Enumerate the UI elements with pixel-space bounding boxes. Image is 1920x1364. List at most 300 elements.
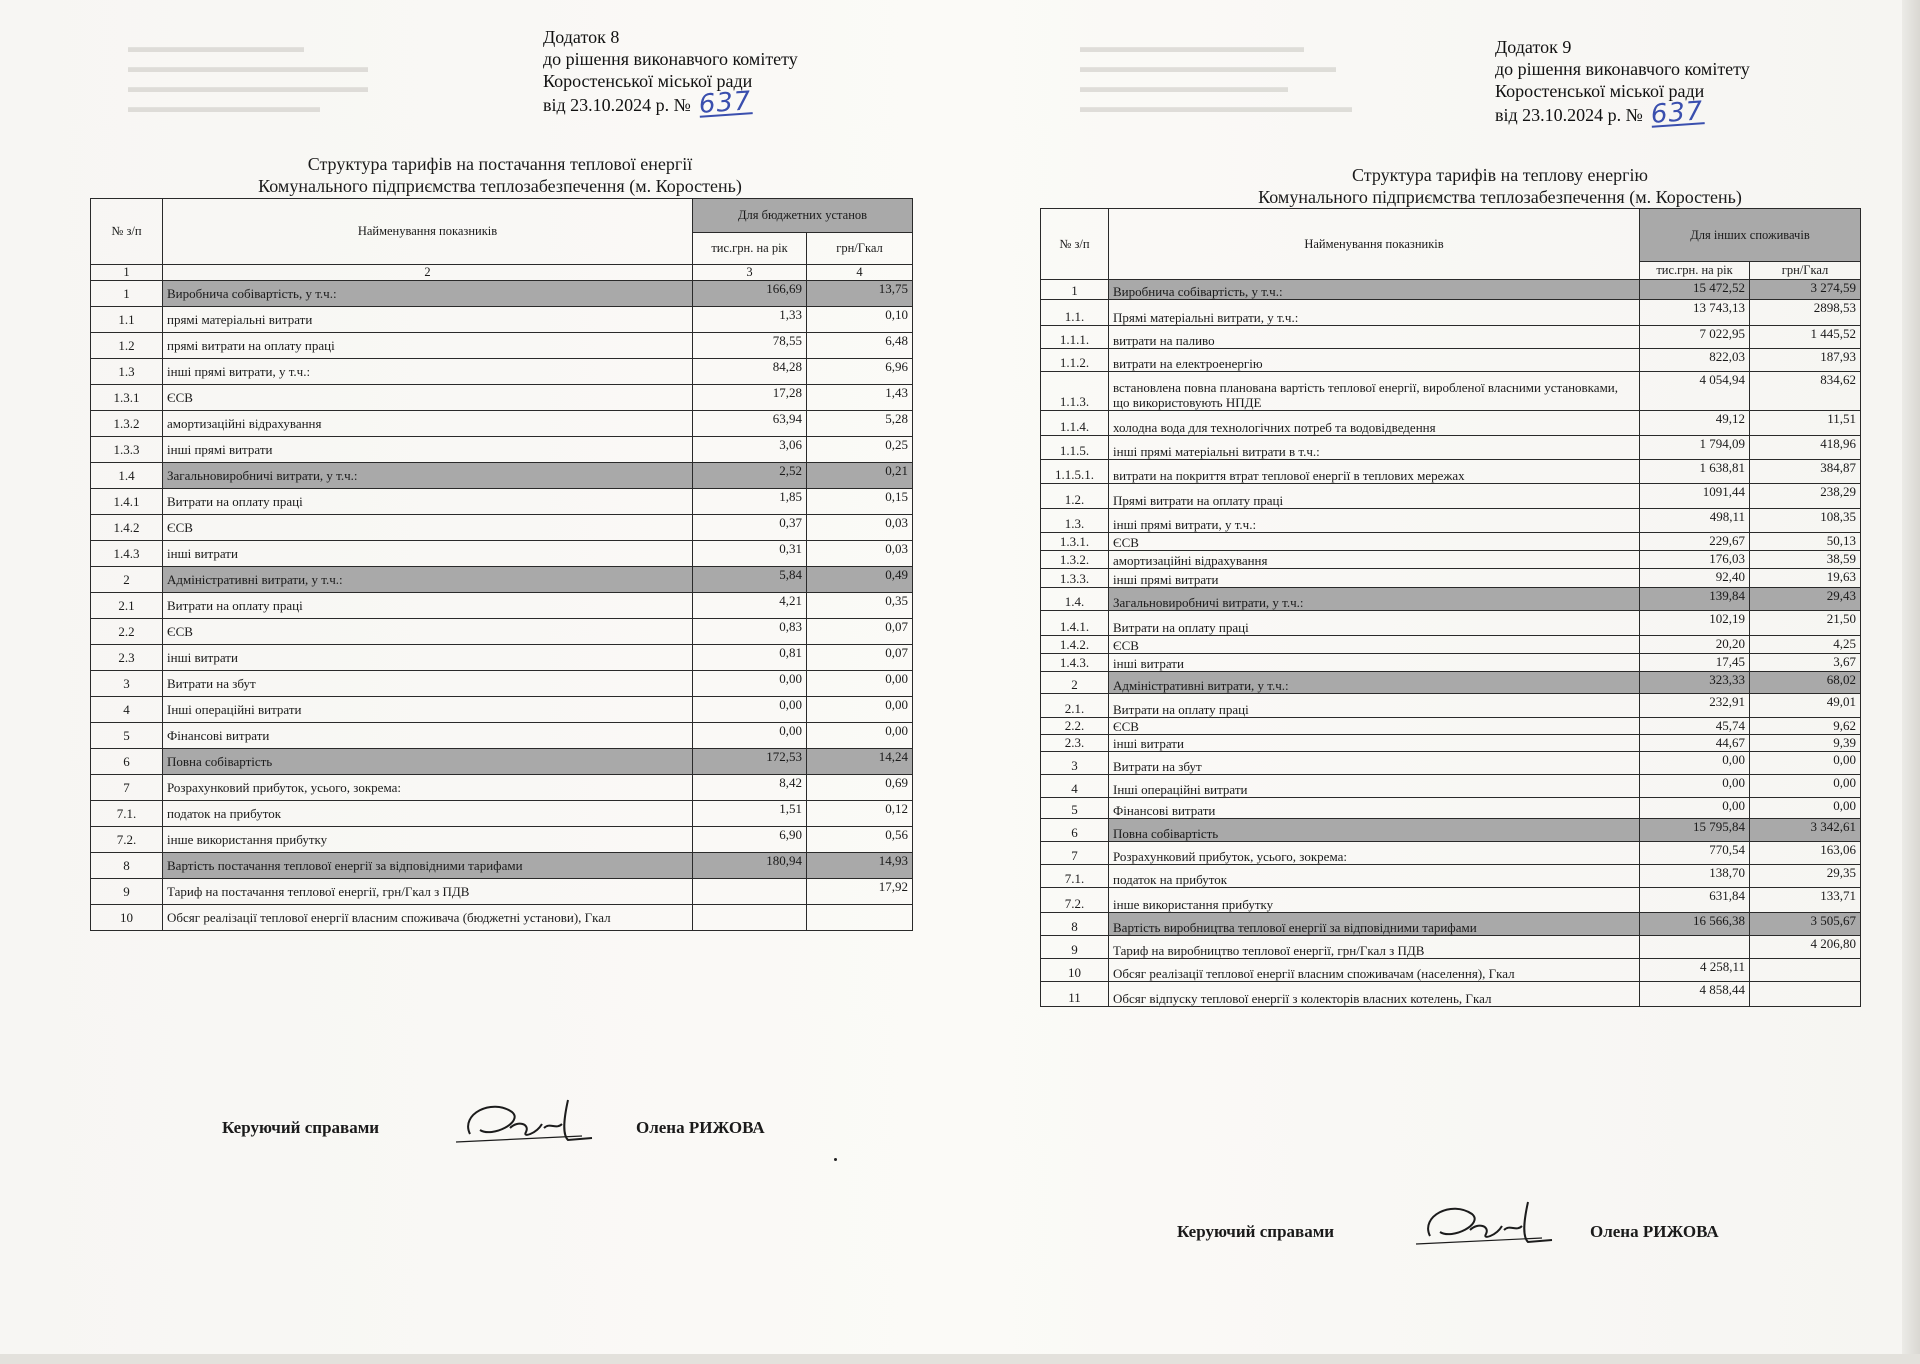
row-value-per-gcal: 3,67 bbox=[1750, 654, 1861, 672]
table-row bbox=[91, 385, 913, 411]
row-name: Фінансові витрати bbox=[1109, 798, 1640, 819]
row-value-per-gcal: 163,06 bbox=[1750, 842, 1861, 865]
row-value-per-gcal: 0,03 bbox=[807, 541, 913, 567]
row-name: Обсяг відпуску теплової енергії з колекторів власних котелень, Гкал bbox=[1109, 982, 1640, 1007]
row-number: 7.1. bbox=[1041, 865, 1109, 888]
table-row bbox=[91, 853, 913, 879]
row-value-per-gcal: 29,43 bbox=[1750, 588, 1861, 611]
row-value-annual: 0,00 bbox=[1640, 798, 1750, 819]
row-value-per-gcal: 0,00 bbox=[1750, 798, 1861, 819]
row-name: Повна собівартість bbox=[1109, 819, 1640, 842]
row-name: інше використання прибутку bbox=[163, 827, 693, 853]
row-number: 1.3.1. bbox=[1041, 533, 1109, 551]
row-value-per-gcal: 238,29 bbox=[1750, 484, 1861, 509]
row-value-per-gcal: 418,96 bbox=[1750, 436, 1861, 460]
row-value-per-gcal: 0,10 bbox=[807, 307, 913, 333]
row-name: Вартість виробництва теплової енергії за відповідними тарифами bbox=[1109, 913, 1640, 936]
header-group: Для інших споживачів bbox=[1640, 209, 1861, 262]
row-name: Витрати на оплату праці bbox=[163, 489, 693, 515]
row-value-per-gcal: 0,21 bbox=[807, 463, 913, 489]
row-value-per-gcal: 14,93 bbox=[807, 853, 913, 879]
row-value-annual: 4 858,44 bbox=[1640, 982, 1750, 1007]
table-row bbox=[91, 801, 913, 827]
table-row bbox=[1041, 842, 1861, 865]
table-row bbox=[1041, 718, 1861, 735]
row-number: 1.3. bbox=[1041, 509, 1109, 533]
row-number: 1.1.5. bbox=[1041, 436, 1109, 460]
row-value-per-gcal: 9,62 bbox=[1750, 718, 1861, 735]
row-name: Обсяг реалізації теплової енергії власним споживачам (населення), Гкал bbox=[1109, 959, 1640, 982]
header-col3: тис.грн. на рік bbox=[1640, 262, 1750, 280]
row-value-annual: 16 566,38 bbox=[1640, 913, 1750, 936]
row-number: 10 bbox=[1041, 959, 1109, 982]
table-row bbox=[91, 489, 913, 515]
row-value-per-gcal: 49,01 bbox=[1750, 694, 1861, 718]
annex-9-page bbox=[1040, 0, 1880, 1364]
handwritten-number: 637 bbox=[697, 86, 753, 120]
annex-date: від 23.10.2024 р. № bbox=[1495, 105, 1643, 125]
table-row bbox=[1041, 672, 1861, 694]
row-value-annual: 4 054,94 bbox=[1640, 372, 1750, 411]
row-value-per-gcal: 0,69 bbox=[807, 775, 913, 801]
row-number: 1.3.3 bbox=[91, 437, 163, 463]
table-row bbox=[1041, 460, 1861, 484]
table-row bbox=[91, 619, 913, 645]
row-number: 11 bbox=[1041, 982, 1109, 1007]
row-value-annual: 0,31 bbox=[693, 541, 807, 567]
row-name: Витрати на збут bbox=[1109, 752, 1640, 775]
row-number: 1.1.4. bbox=[1041, 411, 1109, 436]
title-line: Структура тарифів на теплову енергію bbox=[1351, 165, 1649, 185]
table-row bbox=[1041, 509, 1861, 533]
row-name: інші витрати bbox=[163, 645, 693, 671]
row-value-per-gcal: 0,15 bbox=[807, 489, 913, 515]
row-value-per-gcal: 68,02 bbox=[1750, 672, 1861, 694]
row-value-annual: 78,55 bbox=[693, 333, 807, 359]
row-value-per-gcal: 50,13 bbox=[1750, 533, 1861, 551]
row-value-annual: 0,00 bbox=[693, 723, 807, 749]
table-row bbox=[91, 827, 913, 853]
bleed-through-text: ▬▬▬▬▬▬▬▬▬▬▬ ▬▬▬▬▬▬▬▬▬▬▬▬▬▬▬ ▬▬▬▬▬▬▬▬▬▬▬▬▬▬▬ ▬▬▬▬▬▬▬▬▬▬▬▬ bbox=[128, 39, 368, 116]
header-col4: грн/Гкал bbox=[807, 233, 913, 265]
table-row bbox=[1041, 982, 1861, 1007]
signature-position: Керуючий справами bbox=[222, 1118, 380, 1137]
row-name: інші прямі витрати, у т.ч.: bbox=[1109, 509, 1640, 533]
row-value-annual: 1,85 bbox=[693, 489, 807, 515]
row-number: 1.1.3. bbox=[1041, 372, 1109, 411]
row-name: амортизаційні відрахування bbox=[1109, 551, 1640, 569]
row-value-per-gcal: 9,39 bbox=[1750, 735, 1861, 752]
row-name: витрати на покриття втрат теплової енергії в теплових мережах bbox=[1109, 460, 1640, 484]
row-name: інші прямі витрати bbox=[1109, 569, 1640, 588]
annex-date: від 23.10.2024 р. № bbox=[543, 95, 691, 115]
row-value-per-gcal: 21,50 bbox=[1750, 611, 1861, 636]
row-number: 1.4 bbox=[91, 463, 163, 489]
row-value-per-gcal: 4,25 bbox=[1750, 636, 1861, 654]
table-row bbox=[1041, 588, 1861, 611]
annex-header bbox=[1495, 36, 1750, 130]
row-number: 2.1. bbox=[1041, 694, 1109, 718]
row-number: 9 bbox=[1041, 936, 1109, 959]
row-value-annual: 20,20 bbox=[1640, 636, 1750, 654]
row-name: Вартість постачання теплової енергії за відповідними тарифами bbox=[163, 853, 693, 879]
row-number: 2.2 bbox=[91, 619, 163, 645]
row-name: Фінансові витрати bbox=[163, 723, 693, 749]
row-value-per-gcal: 0,12 bbox=[807, 801, 913, 827]
table-row bbox=[1041, 936, 1861, 959]
row-number: 3 bbox=[91, 671, 163, 697]
row-value-annual: 172,53 bbox=[693, 749, 807, 775]
table-row bbox=[1041, 865, 1861, 888]
row-value-annual: 3,06 bbox=[693, 437, 807, 463]
row-value-per-gcal: 187,93 bbox=[1750, 349, 1861, 372]
table-row bbox=[91, 359, 913, 385]
row-name: податок на прибуток bbox=[1109, 865, 1640, 888]
table-row bbox=[1041, 819, 1861, 842]
row-value-annual: 4,21 bbox=[693, 593, 807, 619]
table-row bbox=[1041, 326, 1861, 349]
row-value-annual: 1091,44 bbox=[1640, 484, 1750, 509]
row-number: 1.1 bbox=[91, 307, 163, 333]
row-value-per-gcal: 0,03 bbox=[807, 515, 913, 541]
row-number: 3 bbox=[1041, 752, 1109, 775]
column-index-row bbox=[91, 265, 913, 281]
row-value-per-gcal: 13,75 bbox=[807, 281, 913, 307]
annex-date-line bbox=[543, 86, 798, 120]
row-number: 7.2. bbox=[1041, 888, 1109, 913]
table-row bbox=[1041, 735, 1861, 752]
row-value-per-gcal: 3 342,61 bbox=[1750, 819, 1861, 842]
row-name: Обсяг реалізації теплової енергії власним споживача (бюджетні установи), Гкал bbox=[163, 905, 693, 931]
row-number: 2 bbox=[1041, 672, 1109, 694]
table-row bbox=[91, 463, 913, 489]
row-number: 1.1.2. bbox=[1041, 349, 1109, 372]
table-row bbox=[1041, 300, 1861, 326]
row-name: Інші операційні витрати bbox=[1109, 775, 1640, 798]
row-value-annual: 166,69 bbox=[693, 281, 807, 307]
row-name: інше використання прибутку bbox=[1109, 888, 1640, 913]
row-value-per-gcal: 1,43 bbox=[807, 385, 913, 411]
row-value-annual: 0,00 bbox=[1640, 775, 1750, 798]
signatory-name: Олена РИЖОВА bbox=[636, 1118, 765, 1137]
row-number: 1 bbox=[91, 281, 163, 307]
row-value-annual: 822,03 bbox=[1640, 349, 1750, 372]
header-name: Найменування показників bbox=[1109, 209, 1640, 280]
row-value-annual: 631,84 bbox=[1640, 888, 1750, 913]
table-row bbox=[1041, 551, 1861, 569]
table-row bbox=[1041, 280, 1861, 300]
signatory-name: Олена РИЖОВА bbox=[1590, 1222, 1719, 1241]
row-name: встановлена повна планована вартість теплової енергії, виробленої власними установками, що використовують НПДЕ bbox=[1109, 372, 1640, 411]
row-value-per-gcal: 3 505,67 bbox=[1750, 913, 1861, 936]
table-row bbox=[91, 697, 913, 723]
row-value-annual: 0,37 bbox=[693, 515, 807, 541]
row-name: Повна собівартість bbox=[163, 749, 693, 775]
row-name: ЄСВ bbox=[163, 385, 693, 411]
table-row bbox=[1041, 694, 1861, 718]
row-value-annual: 1 794,09 bbox=[1640, 436, 1750, 460]
row-value-per-gcal: 5,28 bbox=[807, 411, 913, 437]
row-value-per-gcal: 1 445,52 bbox=[1750, 326, 1861, 349]
row-name: податок на прибуток bbox=[163, 801, 693, 827]
row-value-annual: 232,91 bbox=[1640, 694, 1750, 718]
row-value-per-gcal: 3 274,59 bbox=[1750, 280, 1861, 300]
row-number: 8 bbox=[91, 853, 163, 879]
row-number: 1.3.1 bbox=[91, 385, 163, 411]
row-value-per-gcal: 0,00 bbox=[1750, 752, 1861, 775]
row-name: холодна вода для технологічних потреб та водовідведення bbox=[1109, 411, 1640, 436]
row-name: інші витрати bbox=[1109, 735, 1640, 752]
annex-header bbox=[543, 26, 798, 120]
row-number: 2 bbox=[91, 567, 163, 593]
row-number: 1.4.1. bbox=[1041, 611, 1109, 636]
bleed-through-text: ▬▬▬▬▬▬▬▬▬▬▬▬▬▬ ▬▬▬▬▬▬▬▬▬▬▬▬▬▬▬▬ ▬▬▬▬▬▬▬▬▬▬▬▬▬ ▬▬▬▬▬▬▬▬▬▬▬▬▬▬▬▬▬ bbox=[1080, 39, 1352, 116]
row-value-annual: 2,52 bbox=[693, 463, 807, 489]
row-value-annual: 0,00 bbox=[1640, 752, 1750, 775]
row-value-per-gcal: 108,35 bbox=[1750, 509, 1861, 533]
row-value-annual: 0,81 bbox=[693, 645, 807, 671]
row-name: ЄСВ bbox=[1109, 533, 1640, 551]
row-value-per-gcal: 11,51 bbox=[1750, 411, 1861, 436]
document-title bbox=[1170, 164, 1830, 208]
row-name: Витрати на оплату праці bbox=[163, 593, 693, 619]
row-number: 4 bbox=[1041, 775, 1109, 798]
row-value-per-gcal: 0,00 bbox=[807, 697, 913, 723]
table-row bbox=[1041, 913, 1861, 936]
row-value-annual: 5,84 bbox=[693, 567, 807, 593]
table-row bbox=[91, 749, 913, 775]
row-name: Інші операційні витрати bbox=[163, 697, 693, 723]
row-value-annual: 139,84 bbox=[1640, 588, 1750, 611]
row-value-per-gcal: 0,00 bbox=[1750, 775, 1861, 798]
row-value-per-gcal: 29,35 bbox=[1750, 865, 1861, 888]
row-value-annual bbox=[693, 905, 807, 931]
table-row bbox=[1041, 611, 1861, 636]
row-value-annual: 176,03 bbox=[1640, 551, 1750, 569]
row-name: Прямі матеріальні витрати, у т.ч.: bbox=[1109, 300, 1640, 326]
row-number: 6 bbox=[91, 749, 163, 775]
table-row bbox=[1041, 436, 1861, 460]
row-number: 2.1 bbox=[91, 593, 163, 619]
row-value-annual: 45,74 bbox=[1640, 718, 1750, 735]
row-value-per-gcal: 384,87 bbox=[1750, 460, 1861, 484]
tariff-table bbox=[90, 198, 913, 931]
row-value-per-gcal: 2898,53 bbox=[1750, 300, 1861, 326]
annex-line: до рішення виконавчого комітету bbox=[543, 49, 798, 69]
table-row bbox=[1041, 372, 1861, 411]
table-row bbox=[91, 307, 913, 333]
annex-date-line bbox=[1495, 96, 1750, 130]
row-value-annual: 49,12 bbox=[1640, 411, 1750, 436]
row-value-annual: 1,51 bbox=[693, 801, 807, 827]
table-row bbox=[1041, 798, 1861, 819]
row-name: Витрати на збут bbox=[163, 671, 693, 697]
row-value-per-gcal: 0,35 bbox=[807, 593, 913, 619]
header-group: Для бюджетних установ bbox=[693, 199, 913, 233]
row-number: 2.3 bbox=[91, 645, 163, 671]
row-number: 7.1. bbox=[91, 801, 163, 827]
column-index: 4 bbox=[807, 265, 913, 281]
table-row bbox=[91, 541, 913, 567]
table-row bbox=[91, 775, 913, 801]
table-row bbox=[1041, 636, 1861, 654]
row-number: 1.4.3. bbox=[1041, 654, 1109, 672]
row-value-annual: 15 795,84 bbox=[1640, 819, 1750, 842]
row-number: 1.4. bbox=[1041, 588, 1109, 611]
handwritten-signature bbox=[452, 1094, 602, 1152]
row-name: Тариф на виробництво теплової енергії, грн/Гкал з ПДВ bbox=[1109, 936, 1640, 959]
row-number: 1.1.1. bbox=[1041, 326, 1109, 349]
table-body bbox=[1041, 280, 1861, 1007]
row-value-annual: 229,67 bbox=[1640, 533, 1750, 551]
row-number: 6 bbox=[1041, 819, 1109, 842]
row-value-annual: 15 472,52 bbox=[1640, 280, 1750, 300]
row-number: 9 bbox=[91, 879, 163, 905]
row-name: прямі витрати на оплату праці bbox=[163, 333, 693, 359]
tariff-table bbox=[1040, 208, 1861, 1007]
annex-label: Додаток 9 bbox=[1495, 37, 1572, 57]
row-number: 1.1. bbox=[1041, 300, 1109, 326]
row-value-annual: 17,28 bbox=[693, 385, 807, 411]
title-line: Структура тарифів на постачання теплової енергії bbox=[307, 154, 693, 174]
row-value-per-gcal: 19,63 bbox=[1750, 569, 1861, 588]
row-number: 5 bbox=[1041, 798, 1109, 819]
table-row bbox=[91, 437, 913, 463]
row-number: 1.4.2 bbox=[91, 515, 163, 541]
row-value-annual: 8,42 bbox=[693, 775, 807, 801]
row-value-per-gcal: 14,24 bbox=[807, 749, 913, 775]
row-number: 1.2 bbox=[91, 333, 163, 359]
annex-line: до рішення виконавчого комітету bbox=[1495, 59, 1750, 79]
row-name: Адміністративні витрати, у т.ч.: bbox=[163, 567, 693, 593]
row-number: 1.3.2 bbox=[91, 411, 163, 437]
row-name: амортизаційні відрахування bbox=[163, 411, 693, 437]
row-name: ЄСВ bbox=[163, 515, 693, 541]
speck bbox=[834, 1158, 837, 1161]
row-value-annual: 44,67 bbox=[1640, 735, 1750, 752]
table-row bbox=[1041, 533, 1861, 551]
column-index: 1 bbox=[91, 265, 163, 281]
row-name: витрати на електроенергію bbox=[1109, 349, 1640, 372]
header-number: № з/п bbox=[91, 199, 163, 265]
row-name: інші прямі витрати bbox=[163, 437, 693, 463]
row-number: 1.3 bbox=[91, 359, 163, 385]
row-name: Загальновиробничі витрати, у т.ч.: bbox=[163, 463, 693, 489]
title-line: Комунального підприємства теплозабезпечення (м. Коростень) bbox=[258, 176, 742, 196]
row-name: Тариф на постачання теплової енергії, грн/Гкал з ПДВ bbox=[163, 879, 693, 905]
row-name: Загальновиробничі витрати, у т.ч.: bbox=[1109, 588, 1640, 611]
row-name: Прямі витрати на оплату праці bbox=[1109, 484, 1640, 509]
handwritten-signature bbox=[1412, 1196, 1562, 1254]
table-body bbox=[91, 281, 913, 931]
row-name: інші прямі витрати, у т.ч.: bbox=[163, 359, 693, 385]
header-col3: тис.грн. на рік bbox=[693, 233, 807, 265]
row-value-annual bbox=[693, 879, 807, 905]
table-row bbox=[1041, 349, 1861, 372]
row-value-annual: 102,19 bbox=[1640, 611, 1750, 636]
row-value-annual: 84,28 bbox=[693, 359, 807, 385]
row-value-annual bbox=[1640, 936, 1750, 959]
row-value-per-gcal: 0,07 bbox=[807, 645, 913, 671]
row-number: 4 bbox=[91, 697, 163, 723]
row-value-per-gcal: 0,25 bbox=[807, 437, 913, 463]
column-index: 2 bbox=[163, 265, 693, 281]
row-name: ЄСВ bbox=[1109, 636, 1640, 654]
annex-line: Коростенської міської ради bbox=[543, 71, 753, 91]
row-value-per-gcal: 38,59 bbox=[1750, 551, 1861, 569]
row-value-annual: 17,45 bbox=[1640, 654, 1750, 672]
table-row bbox=[91, 515, 913, 541]
row-name: Розрахунковий прибуток, усього, зокрема: bbox=[163, 775, 693, 801]
row-number: 7.2. bbox=[91, 827, 163, 853]
row-number: 1.3.2. bbox=[1041, 551, 1109, 569]
annex-line: Коростенської міської ради bbox=[1495, 81, 1705, 101]
title-line: Комунального підприємства теплозабезпечення (м. Коростень) bbox=[1258, 187, 1742, 207]
row-value-annual: 7 022,95 bbox=[1640, 326, 1750, 349]
row-name: інші прямі матеріальні витрати в т.ч.: bbox=[1109, 436, 1640, 460]
row-value-per-gcal: 4 206,80 bbox=[1750, 936, 1861, 959]
header-col4: грн/Гкал bbox=[1750, 262, 1861, 280]
paper-edge bbox=[1902, 0, 1920, 1364]
row-value-annual: 63,94 bbox=[693, 411, 807, 437]
row-value-per-gcal: 133,71 bbox=[1750, 888, 1861, 913]
row-name: витрати на паливо bbox=[1109, 326, 1640, 349]
table-row bbox=[91, 411, 913, 437]
row-number: 7 bbox=[1041, 842, 1109, 865]
table-row bbox=[91, 671, 913, 697]
row-number: 1.4.3 bbox=[91, 541, 163, 567]
row-name: ЄСВ bbox=[1109, 718, 1640, 735]
row-number: 1.2. bbox=[1041, 484, 1109, 509]
header-name: Найменування показників bbox=[163, 199, 693, 265]
row-value-annual: 323,33 bbox=[1640, 672, 1750, 694]
signature-position: Керуючий справами bbox=[1177, 1222, 1335, 1241]
row-value-per-gcal: 6,96 bbox=[807, 359, 913, 385]
table-row bbox=[91, 879, 913, 905]
row-number: 10 bbox=[91, 905, 163, 931]
row-value-annual: 0,00 bbox=[693, 671, 807, 697]
row-value-per-gcal: 17,92 bbox=[807, 879, 913, 905]
row-name: Витрати на оплату праці bbox=[1109, 611, 1640, 636]
row-value-annual: 0,00 bbox=[693, 697, 807, 723]
row-value-annual: 770,54 bbox=[1640, 842, 1750, 865]
table-row bbox=[91, 567, 913, 593]
table-row bbox=[1041, 484, 1861, 509]
row-value-annual: 1,33 bbox=[693, 307, 807, 333]
row-number: 7 bbox=[91, 775, 163, 801]
row-number: 1.4.2. bbox=[1041, 636, 1109, 654]
table-row bbox=[1041, 411, 1861, 436]
row-number: 1 bbox=[1041, 280, 1109, 300]
table-row bbox=[91, 905, 913, 931]
row-value-per-gcal bbox=[807, 905, 913, 931]
row-value-annual: 1 638,81 bbox=[1640, 460, 1750, 484]
table-row bbox=[1041, 569, 1861, 588]
table-row bbox=[1041, 888, 1861, 913]
row-value-annual: 13 743,13 bbox=[1640, 300, 1750, 326]
row-name: Адміністративні витрати, у т.ч.: bbox=[1109, 672, 1640, 694]
row-value-per-gcal: 6,48 bbox=[807, 333, 913, 359]
row-value-annual: 92,40 bbox=[1640, 569, 1750, 588]
row-number: 1.3.3. bbox=[1041, 569, 1109, 588]
table-row bbox=[91, 645, 913, 671]
row-value-annual: 0,83 bbox=[693, 619, 807, 645]
row-value-annual: 6,90 bbox=[693, 827, 807, 853]
annex-label: Додаток 8 bbox=[543, 27, 620, 47]
table-row bbox=[1041, 959, 1861, 982]
row-name: Розрахунковий прибуток, усього, зокрема: bbox=[1109, 842, 1640, 865]
row-value-per-gcal bbox=[1750, 959, 1861, 982]
